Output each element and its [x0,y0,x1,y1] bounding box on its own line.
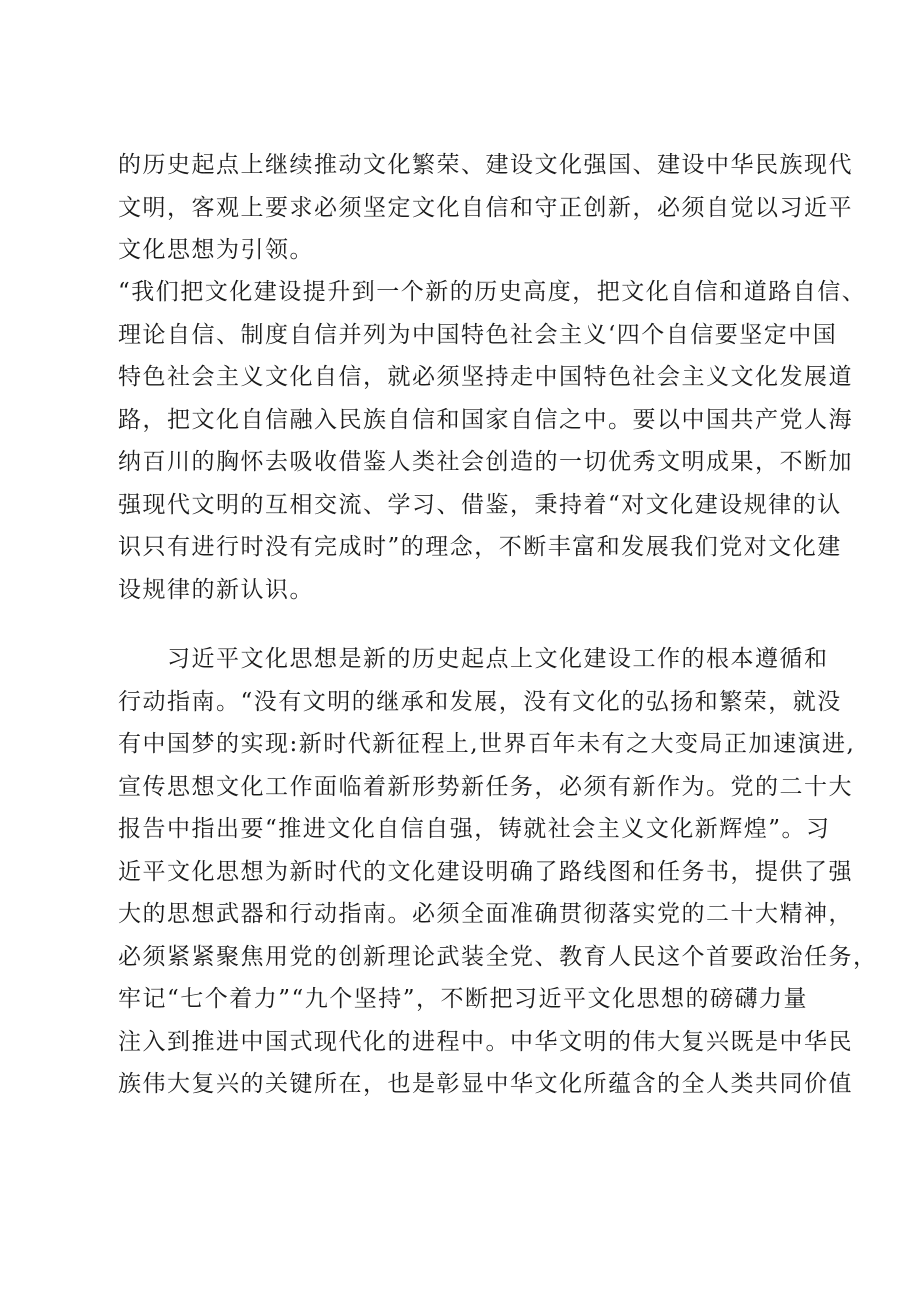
text-line: 理论自信、制度自信并列为中国特色社会主义‘四个自信要坚定中国 [118,321,838,348]
text-line: 必须紧紧聚焦用党的创新理论武装全党、教育人民这个首要政治任务， [118,943,878,970]
paragraph-1 [118,144,853,272]
text-line: 有中国梦的实现:新时代新征程上,世界百年未有之大变局正加速演进, [118,731,856,757]
text-line: 识只有进行时没有完成时”的理念，不断丰富和发展我们党对文化建 [118,534,842,560]
text-line: 习近平文化思想是新的历史起点上文化建设工作的根本遵循和 [118,646,829,672]
text-line: 报告中指出要“推进文化自信自强，铸就社会主义文化新辉煌”。习 [118,816,831,842]
text-line: 文化思想为引领。 [118,237,314,263]
text-line: “我们把文化建设提升到一个新的历史高度，把文化自信和道路自信、 [118,279,867,305]
paragraph-2 [118,271,867,611]
text-line: 设规律的新认识。 [118,576,314,603]
text-line: 强现代文明的互相交流、学习、借鉴，秉持着“对文化建设规律的认 [118,491,842,518]
text-line: 路，把文化自信融入民族自信和国家自信之中。要以中国共产党人海 [118,406,853,433]
text-line: 的历史起点上继续推动文化繁荣、建设文化强国、建设中华民族现代 [118,152,853,178]
text-line: 牢记“七个着力”“九个坚持”，不断把习近平文化思想的磅礴力量 [118,986,809,1012]
text-line: 注入到推进中国式现代化的进程中。中华文明的伟大复兴既是中华民 [118,1028,853,1055]
text-line: 近平文化思想为新时代的文化建设明确了路线图和任务书，提供了强 [118,858,853,885]
text-line: 族伟大复兴的关键所在，也是彰显中华文化所蕴含的全人类共同价值 [118,1071,853,1097]
paragraph-3 [118,638,878,1106]
text-line: 行动指南。“没有文明的继承和发展，没有文化的弘扬和繁荣，就没 [118,688,842,715]
text-line: 大的思想武器和行动指南。必须全面准确贯彻落实党的二十大精神， [118,901,853,927]
text-line: 宣传思想文化工作面临着新形势新任务，必须有新作为。党的二十大 [118,773,853,800]
text-line: 纳百川的胸怀去吸收借鉴人类社会创造的一切优秀文明成果，不断加 [118,449,853,475]
text-line: 特色社会主义文化自信，就必须坚持走中国特色社会主义文化发展道 [118,364,853,390]
text-line: 文明，客观上要求必须坚定文化自信和守正创新，必须自觉以习近平 [118,194,853,221]
